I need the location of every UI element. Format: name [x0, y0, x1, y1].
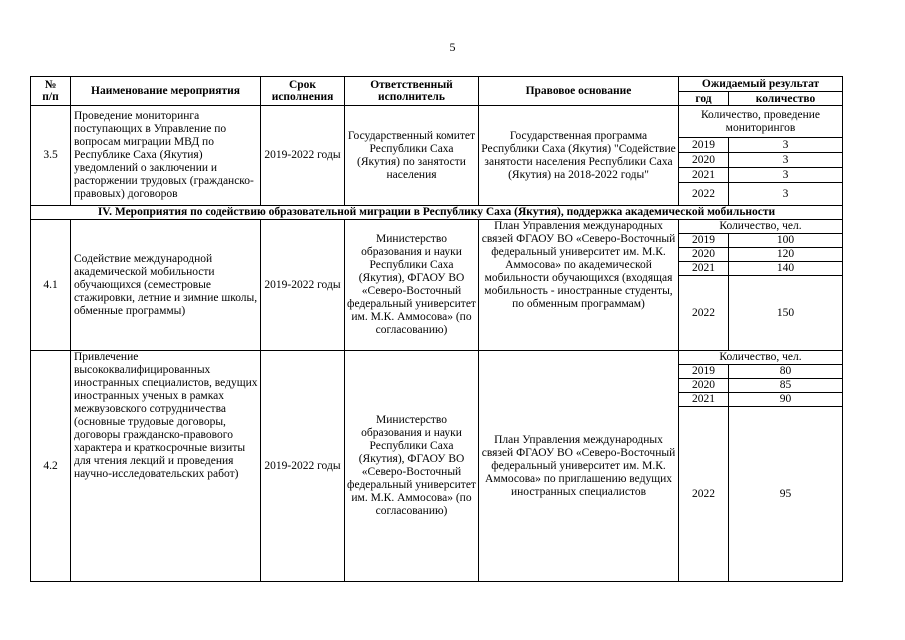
row-num: 4.2: [31, 351, 71, 582]
result-year: 2020: [679, 153, 729, 168]
row-term: 2019-2022 годы: [261, 106, 345, 206]
result-year: 2019: [679, 234, 729, 248]
result-year: 2021: [679, 262, 729, 276]
result-year: 2020: [679, 248, 729, 262]
result-value: 3: [729, 138, 843, 153]
row-term: 2019-2022 годы: [261, 220, 345, 351]
result-year: 2022: [679, 407, 729, 582]
header-executor: Ответственный исполнитель: [345, 77, 479, 106]
result-value: 140: [729, 262, 843, 276]
result-label: Количество, чел.: [679, 220, 843, 234]
row-num: 4.1: [31, 220, 71, 351]
result-year: 2021: [679, 168, 729, 183]
page-number: 5: [449, 40, 456, 54]
result-value: 3: [729, 153, 843, 168]
table-row: [31, 351, 843, 365]
result-year: 2019: [679, 138, 729, 153]
row-name: Содействие международной академической мобильности обучающихся (семестровые стажировки, летние и зимние школы, обменные программы): [71, 220, 261, 351]
result-year: 2022: [679, 183, 729, 206]
result-year: 2019: [679, 365, 729, 379]
row-legal: План Управления международных связей ФГАОУ ВО «Северо-Восточный федеральный университет им. М.К. Аммосова» по академической мобильности обучающихся (входящая мобильность - иностранные студенты, по обменным программам): [479, 220, 679, 351]
result-value: 3: [729, 168, 843, 183]
header-expected: Ожидаемый результат: [679, 77, 843, 92]
header-row: [31, 77, 843, 92]
header-name: Наименование мероприятия: [71, 77, 261, 106]
row-legal: Государственная программа Республики Саха (Якутия) "Содействие занятости населения Республики Саха (Якутия) на 2018-2022 годы": [479, 106, 679, 206]
result-value: 100: [729, 234, 843, 248]
row-executor: Министерство образования и науки Республики Саха (Якутия), ФГАОУ ВО «Северо-Восточный федеральный университет им. М.К. Аммосова» (по согласованию): [345, 351, 479, 582]
header-num: № п/п: [31, 77, 71, 106]
row-num: 3.5: [31, 106, 71, 206]
section-title: IV. Мероприятия по содействию образовательной миграции в Республику Саха (Якутия), поддержка академической мобильности: [31, 206, 843, 220]
section-row: [31, 206, 843, 220]
header-legal: Правовое основание: [479, 77, 679, 106]
result-value: 80: [729, 365, 843, 379]
result-value: 3: [729, 183, 843, 206]
header-year: год: [679, 92, 729, 106]
result-year: 2021: [679, 393, 729, 407]
header-term: Срок исполнения: [261, 77, 345, 106]
row-name: Проведение мониторинга поступающих в Управление по вопросам миграции МВД по Республике Саха (Якутия) уведомлений о заключении и расторжении трудовых (гражданско-правовых) договоров: [71, 106, 261, 206]
table-row: [31, 220, 843, 234]
result-value: 120: [729, 248, 843, 262]
result-value: 85: [729, 379, 843, 393]
result-year: 2022: [679, 276, 729, 351]
result-value: 95: [729, 407, 843, 582]
measures-table: [30, 76, 843, 582]
row-name: Привлечение высококвалифицированных иностранных специалистов, ведущих иностранных ученых в рамках межвузовского сотрудничества (основные трудовые договоры, договоры гражданско-правового характера и краткосрочные визиты для чтения лекций и проведения научно-исследовательских работ): [71, 351, 261, 582]
result-label: Количество, чел.: [679, 351, 843, 365]
table-row: [31, 106, 843, 138]
header-quantity: количество: [729, 92, 843, 106]
result-value: 150: [729, 276, 843, 351]
row-legal: План Управления международных связей ФГАОУ ВО «Северо-Восточный федеральный университет им. М.К. Аммосова» по приглашению ведущих иностранных специалистов: [479, 351, 679, 582]
row-term: 2019-2022 годы: [261, 351, 345, 582]
result-year: 2020: [679, 379, 729, 393]
row-executor: Министерство образования и науки Республики Саха (Якутия), ФГАОУ ВО «Северо-Восточный федеральный университет им. М.К. Аммосова» (по согласованию): [345, 220, 479, 351]
result-value: 90: [729, 393, 843, 407]
row-executor: Государственный комитет Республики Саха (Якутия) по занятости населения: [345, 106, 479, 206]
result-label: Количество, проведение мониторингов: [679, 106, 843, 138]
